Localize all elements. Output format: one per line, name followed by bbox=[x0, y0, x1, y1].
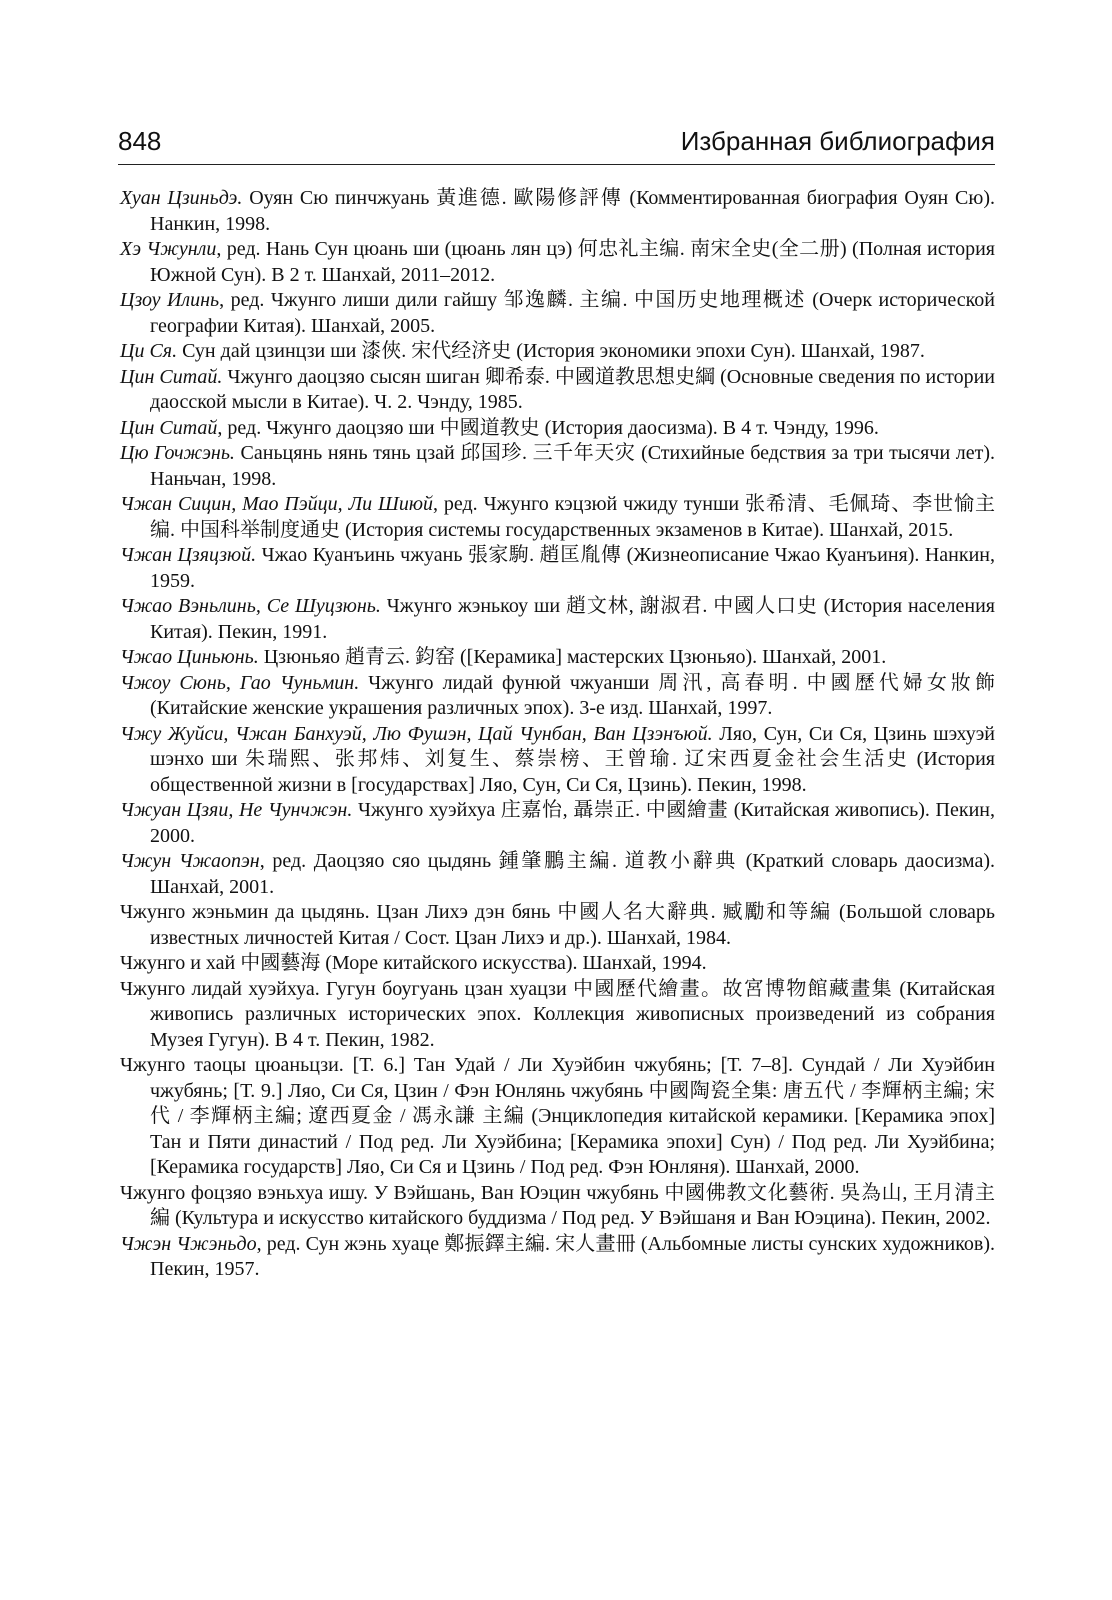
bibliography-entry bbox=[120, 594, 995, 645]
bibliography-entry bbox=[120, 186, 995, 237]
bibliography-entry bbox=[120, 977, 995, 1054]
entry-author: Чжун Чжаопэн bbox=[120, 850, 260, 872]
bibliography-entry bbox=[120, 951, 995, 977]
entry-text: Чжунго и хай 中國藝海 (Море китайского искусства). Шанхай, 1994. bbox=[120, 952, 707, 974]
entry-text: Оуян Сю пинчжуань 黃進德. 歐陽修評傳 (Комментированная биография Оуян Сю). Нанкин, 1998. bbox=[150, 187, 995, 235]
bibliography-entry bbox=[120, 492, 995, 543]
entry-author: Чжан Сицин, Мао Пэйци, Ли Шиюй bbox=[120, 493, 433, 515]
entry-author: Цзоу Илинь bbox=[120, 289, 220, 311]
entry-text: Чжунго даоцзяо сысян шиган 卿希泰. 中國道教思想史綱 (Основные сведения по истории даосской мысли в Китае). Ч. 2. Чэнду, 1985. bbox=[150, 365, 995, 413]
entry-author: Чжуан Цзяи, Не Чунчжэн. bbox=[120, 799, 353, 821]
bibliography-list bbox=[120, 186, 995, 1283]
bibliography-entry bbox=[120, 365, 995, 416]
bibliography-entry bbox=[120, 288, 995, 339]
entry-author: Цин Ситай bbox=[120, 416, 218, 439]
bibliography-entry bbox=[120, 1053, 995, 1181]
entry-author: Хуан Цзиньдэ. bbox=[120, 187, 243, 209]
entry-text: , ред. Сун жэнь хуаце 鄭振鐸主編. 宋人畫冊 (Альбомные листы сунских художников). Пекин, 1957. bbox=[150, 1232, 995, 1280]
bibliography-entry bbox=[120, 722, 995, 799]
bibliography-entry bbox=[120, 645, 995, 671]
bibliography-entry bbox=[120, 1232, 995, 1283]
entry-text: , ред. Чжунго даоцзяо ши 中國道教史 (История даосизма). В 4 т. Чэнду, 1996. bbox=[217, 416, 879, 439]
entry-author: Хэ Чжунли bbox=[120, 238, 217, 260]
entry-text: , ред. Даоцзяо сяо цыдянь 鍾肇鵬主編. 道教小辭典 (Краткий словарь даосизма). Шанхай, 2001. bbox=[150, 850, 995, 898]
page-header bbox=[118, 120, 995, 165]
entry-author: Чжу Жуйси, Чжан Банхуэй, Лю Фушэн, Цай Чунбан, Ван Цзэнъюй. bbox=[120, 722, 713, 745]
bibliography-entry bbox=[120, 441, 995, 492]
entry-text: Саньцянь нянь тянь цзай 邱国珍. 三千年天灾 (Стихийные бедствия за три тысячи лет). Наньчан, 1998. bbox=[150, 442, 995, 490]
entry-text: Ляо, Сун, Си Ся, Цзинь шэхуэй шэнхо ши 朱瑞熙、张邦炜、刘复生、蔡崇榜、王曾瑜. 辽宋西夏金社会生活史 (История общественной жизни в [государствах] Ляо, Сун, Си Ся, Цзинь). Пекин, 1998. bbox=[150, 722, 995, 796]
entry-author: Чжао Вэньлинь, Се Шуцзюнь. bbox=[120, 595, 381, 617]
entry-author: Чжоу Сюнь, Гао Чуньмин. bbox=[120, 671, 360, 694]
entry-text: Чжао Куанъинь чжуань 張家駒. 趙匡胤傳 (Жизнеописание Чжао Куанъиня). Нанкин, 1959. bbox=[150, 544, 995, 592]
bibliography-entry bbox=[120, 900, 995, 951]
bibliography-entry bbox=[120, 416, 995, 442]
bibliography-entry bbox=[120, 1181, 995, 1232]
bibliography-entry bbox=[120, 237, 995, 288]
entry-text: Цзюньяо 趙青云. 鈞窑 ([Керамика] мастерских Цзюньяо). Шанхай, 2001. bbox=[258, 646, 887, 668]
bibliography-entry bbox=[120, 543, 995, 594]
running-title: Избранная библиография bbox=[680, 126, 995, 156]
entry-text: Чжунго лидай фунюй чжуанши 周汛, 高春明. 中國歷代婦女妝飾 (Китайские женские украшения различных эпох). 3-е изд. Шанхай, 1997. bbox=[150, 671, 995, 719]
entry-text: , ред. Чжунго лиши дили гайшу 邹逸麟. 主编. 中国历史地理概述 (Очерк исторической географии Китая). Шанхай, 2005. bbox=[150, 289, 995, 337]
entry-text: Сун дай цзинцзи ши 漆俠. 宋代经济史 (История экономики эпохи Сун). Шанхай, 1987. bbox=[177, 340, 925, 362]
bibliography-entry bbox=[120, 798, 995, 849]
entry-text: , ред. Чжунго кэцзюй чжиду тунши 张希清、毛佩琦、李世愉主编. 中国科举制度通史 (История системы государственных экзаменов в Китае). Шанхай, 2015. bbox=[150, 493, 995, 541]
entry-text: Чжунго лидай хуэйхуа. Гугун боугуань цзан хуацзи 中國歷代繪畫。故宮博物館藏畫集 (Китайская живопись различных исторических эпох. Коллекция живописных произведений из собрания Музея Гугун). В 4 т. Пекин, 1982. bbox=[120, 977, 995, 1051]
entry-text: Чжунго жэньмин да цыдянь. Цзан Лихэ дэн бянь 中國人名大辭典. 臧勵和等編 (Большой словарь известных личностей Китая / Сост. Цзан Лихэ и др.). Шанхай, 1984. bbox=[120, 901, 995, 949]
bibliography-entry bbox=[120, 849, 995, 900]
entry-author: Цю Гочжэнь. bbox=[120, 442, 235, 464]
entry-text: Чжунго таоцы цюаньцзи. [Т. 6.] Тан Удай / Ли Хуэйбин чжубянь; [Т. 7–8]. Сундай / Ли Хуэйбин чжубянь; [Т. 9.] Ляо, Си Ся, Цзин / Фэн Юнлянь чжубянь 中國陶瓷全集: 唐五代 / 李輝柄主編; 宋代 / 李輝柄主編; 遼西夏金 / 馮永謙 主編 (Энциклопедия китайской керамики. [Керамика эпох] Тан и Пяти династий / Под ред. Ли Хуэйбина; [Керамика эпохи] Сун) / Под ред. Ли Хуэйбина; [Керамика государств] Ляо, Си Ся и Цзинь / Под ред. Фэн Юнляня). Шанхай, 2000. bbox=[120, 1054, 995, 1178]
entry-text: Чжунго хуэйхуа 庄嘉怡, 聶崇正. 中國繪畫 (Китайская живопись). Пекин, 2000. bbox=[150, 799, 995, 847]
entry-author: Чжэн Чжэньдо bbox=[120, 1232, 257, 1255]
entry-author: Цин Ситай. bbox=[120, 365, 223, 388]
entry-text: Чжунго жэнькоу ши 趙文林, 謝淑君. 中國人口史 (История населения Китая). Пекин, 1991. bbox=[150, 595, 995, 643]
entry-text: , ред. Нань Сун цюань ши (цюань лян цэ) 何忠礼主编. 南宋全史(全二册) (Полная история Южной Сун). В 2 т. Шанхай, 2011–2012. bbox=[150, 238, 995, 286]
entry-author: Чжан Цзяцзюй. bbox=[120, 544, 257, 566]
bibliography-entry bbox=[120, 671, 995, 722]
entry-text: Чжунго фоцзяо вэньхуа ишу. У Вэйшань, Ван Юэцин чжубянь 中國佛教文化藝術. 吳為山, 王月清主編 (Культура и искусство китайского буддизма / Под ред. У Вэйшаня и Ван Юэцина). Пекин, 2002. bbox=[120, 1181, 995, 1229]
bibliography-entry bbox=[120, 339, 995, 365]
page-number: 848 bbox=[118, 126, 162, 156]
entry-author: Чжао Циньюнь. bbox=[120, 646, 259, 668]
entry-author: Ци Ся. bbox=[120, 340, 178, 362]
